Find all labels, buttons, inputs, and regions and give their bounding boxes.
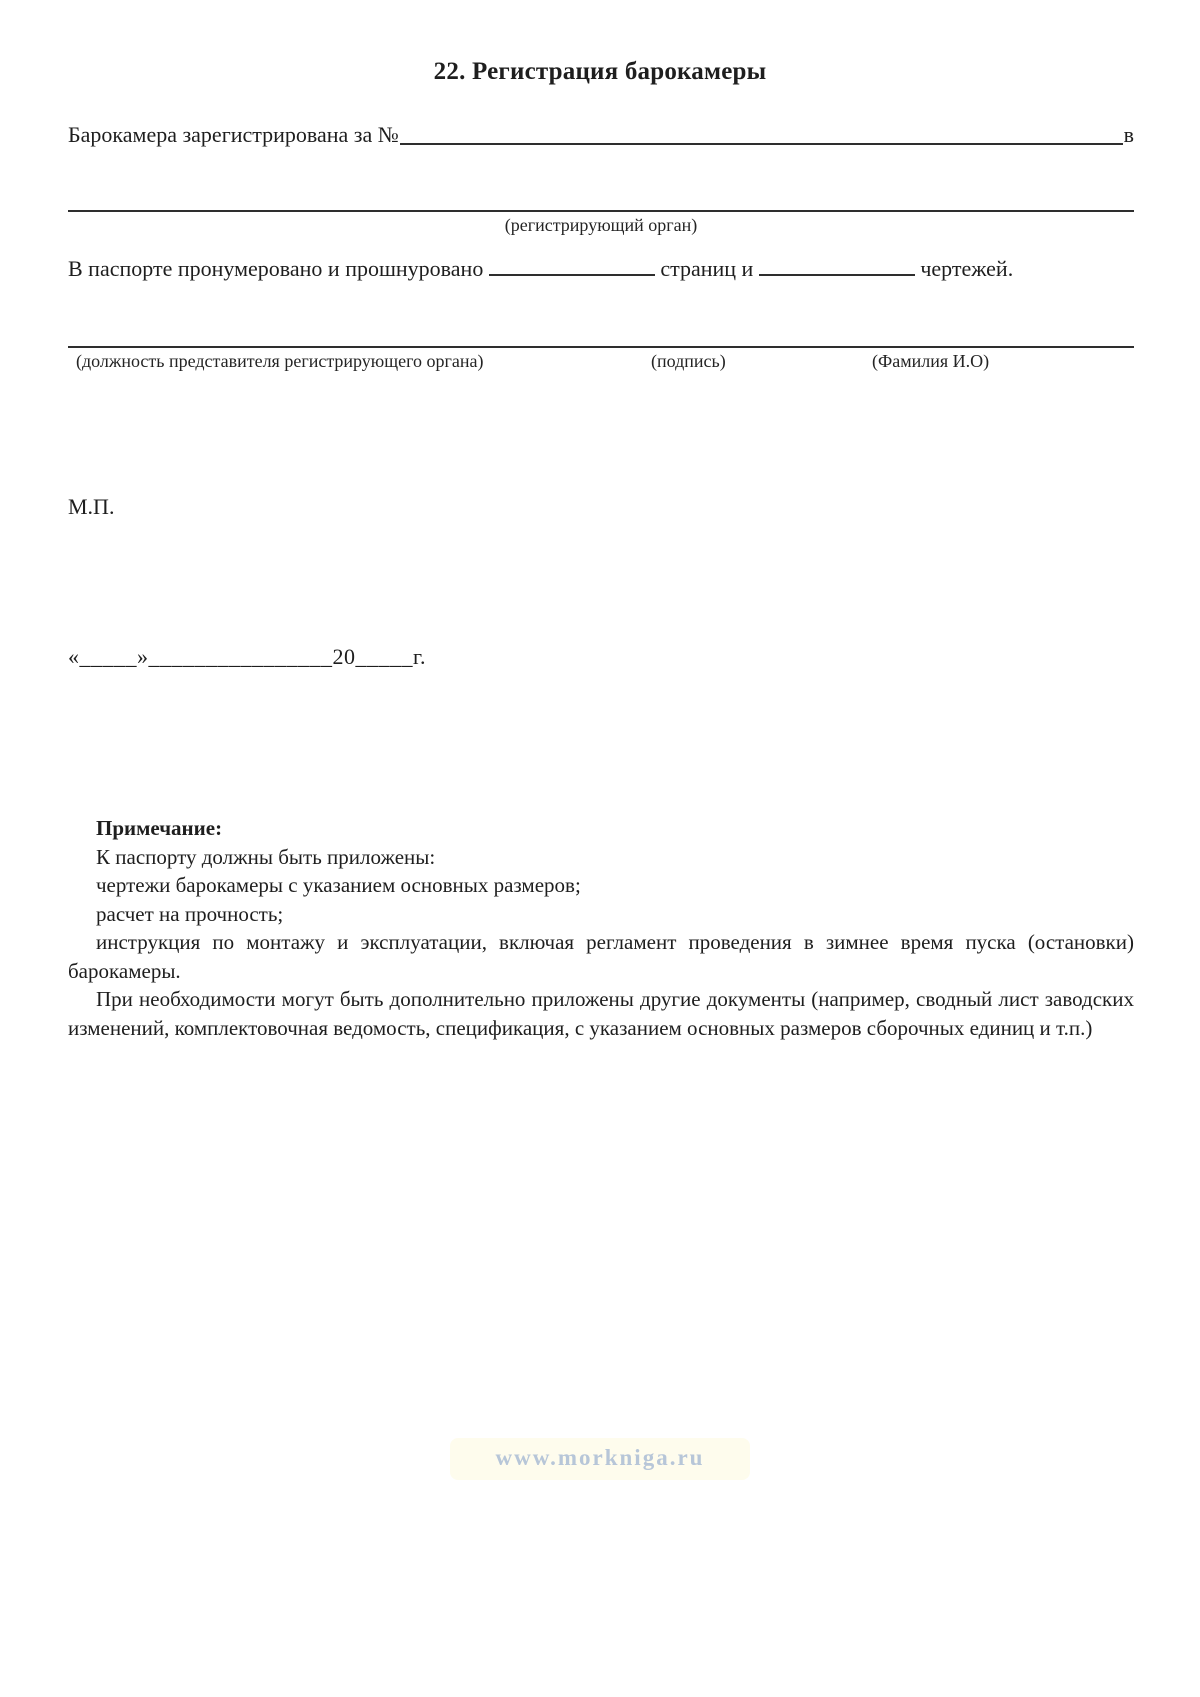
registration-number-blank	[400, 123, 1123, 145]
date-year-blank: _____	[355, 644, 413, 669]
drawings-count-blank	[759, 256, 915, 276]
page-title: 22. Регистрация барокамеры	[433, 58, 767, 85]
stamp-place-label: М.П.	[68, 494, 115, 519]
note-line-attachments: К паспорту должны быть приложены:	[96, 844, 436, 869]
note-section	[68, 814, 1134, 1042]
date-open-quote: «	[68, 644, 80, 669]
date-month-blank: ________________	[148, 644, 333, 669]
pages-count-line	[68, 256, 1134, 282]
pages-count-suffix: чертежей.	[920, 256, 1014, 281]
registration-number-line	[68, 122, 1134, 148]
signature-caption-position: (должность представителя регистрирующего органа)	[76, 351, 484, 371]
note-line-additional-docs: При необходимости могут быть дополнительно приложены другие документы (например, сводный лист заводских изменений, комплектовочная ведомость, спецификация, с указанием основных размеров сборочных единиц и т.п.)	[68, 987, 1134, 1040]
pages-count-prefix: В паспорте пронумеровано и прошнуровано	[68, 256, 484, 281]
date-line	[68, 644, 426, 670]
registration-number-suffix: в	[1123, 122, 1134, 147]
date-close-quote: »	[137, 644, 149, 669]
pages-count-blank	[489, 256, 655, 276]
registering-authority-caption: (регистрирующий орган)	[504, 215, 698, 235]
pages-count-middle: страниц и	[660, 256, 754, 281]
watermark-text: www.morkniga.ru	[495, 1445, 705, 1470]
date-suffix: г.	[413, 644, 427, 669]
signature-caption-signature: (подпись)	[651, 351, 726, 371]
signature-blank	[68, 318, 1134, 348]
note-line-strength: расчет на прочность;	[96, 901, 284, 926]
registration-number-label: Барокамера зарегистрирована за №	[68, 122, 399, 147]
signature-section	[68, 318, 1134, 377]
note-line-drawings: чертежи барокамеры с указанием основных размеров;	[96, 873, 581, 897]
registering-authority-section	[68, 182, 1134, 236]
signature-captions	[68, 351, 1134, 377]
registering-authority-blank	[68, 182, 1134, 212]
date-day-blank: _____	[79, 644, 137, 669]
signature-caption-surname: (Фамилия И.О)	[872, 351, 990, 371]
watermark	[0, 1438, 1200, 1480]
watermark-band	[450, 1438, 751, 1480]
note-heading: Примечание:	[96, 816, 223, 840]
date-century: 20	[332, 644, 356, 669]
note-line-instruction: инструкция по монтажу и эксплуатации, включая регламент проведения в зимнее время пуска (остановки) барокамеры.	[68, 930, 1134, 983]
